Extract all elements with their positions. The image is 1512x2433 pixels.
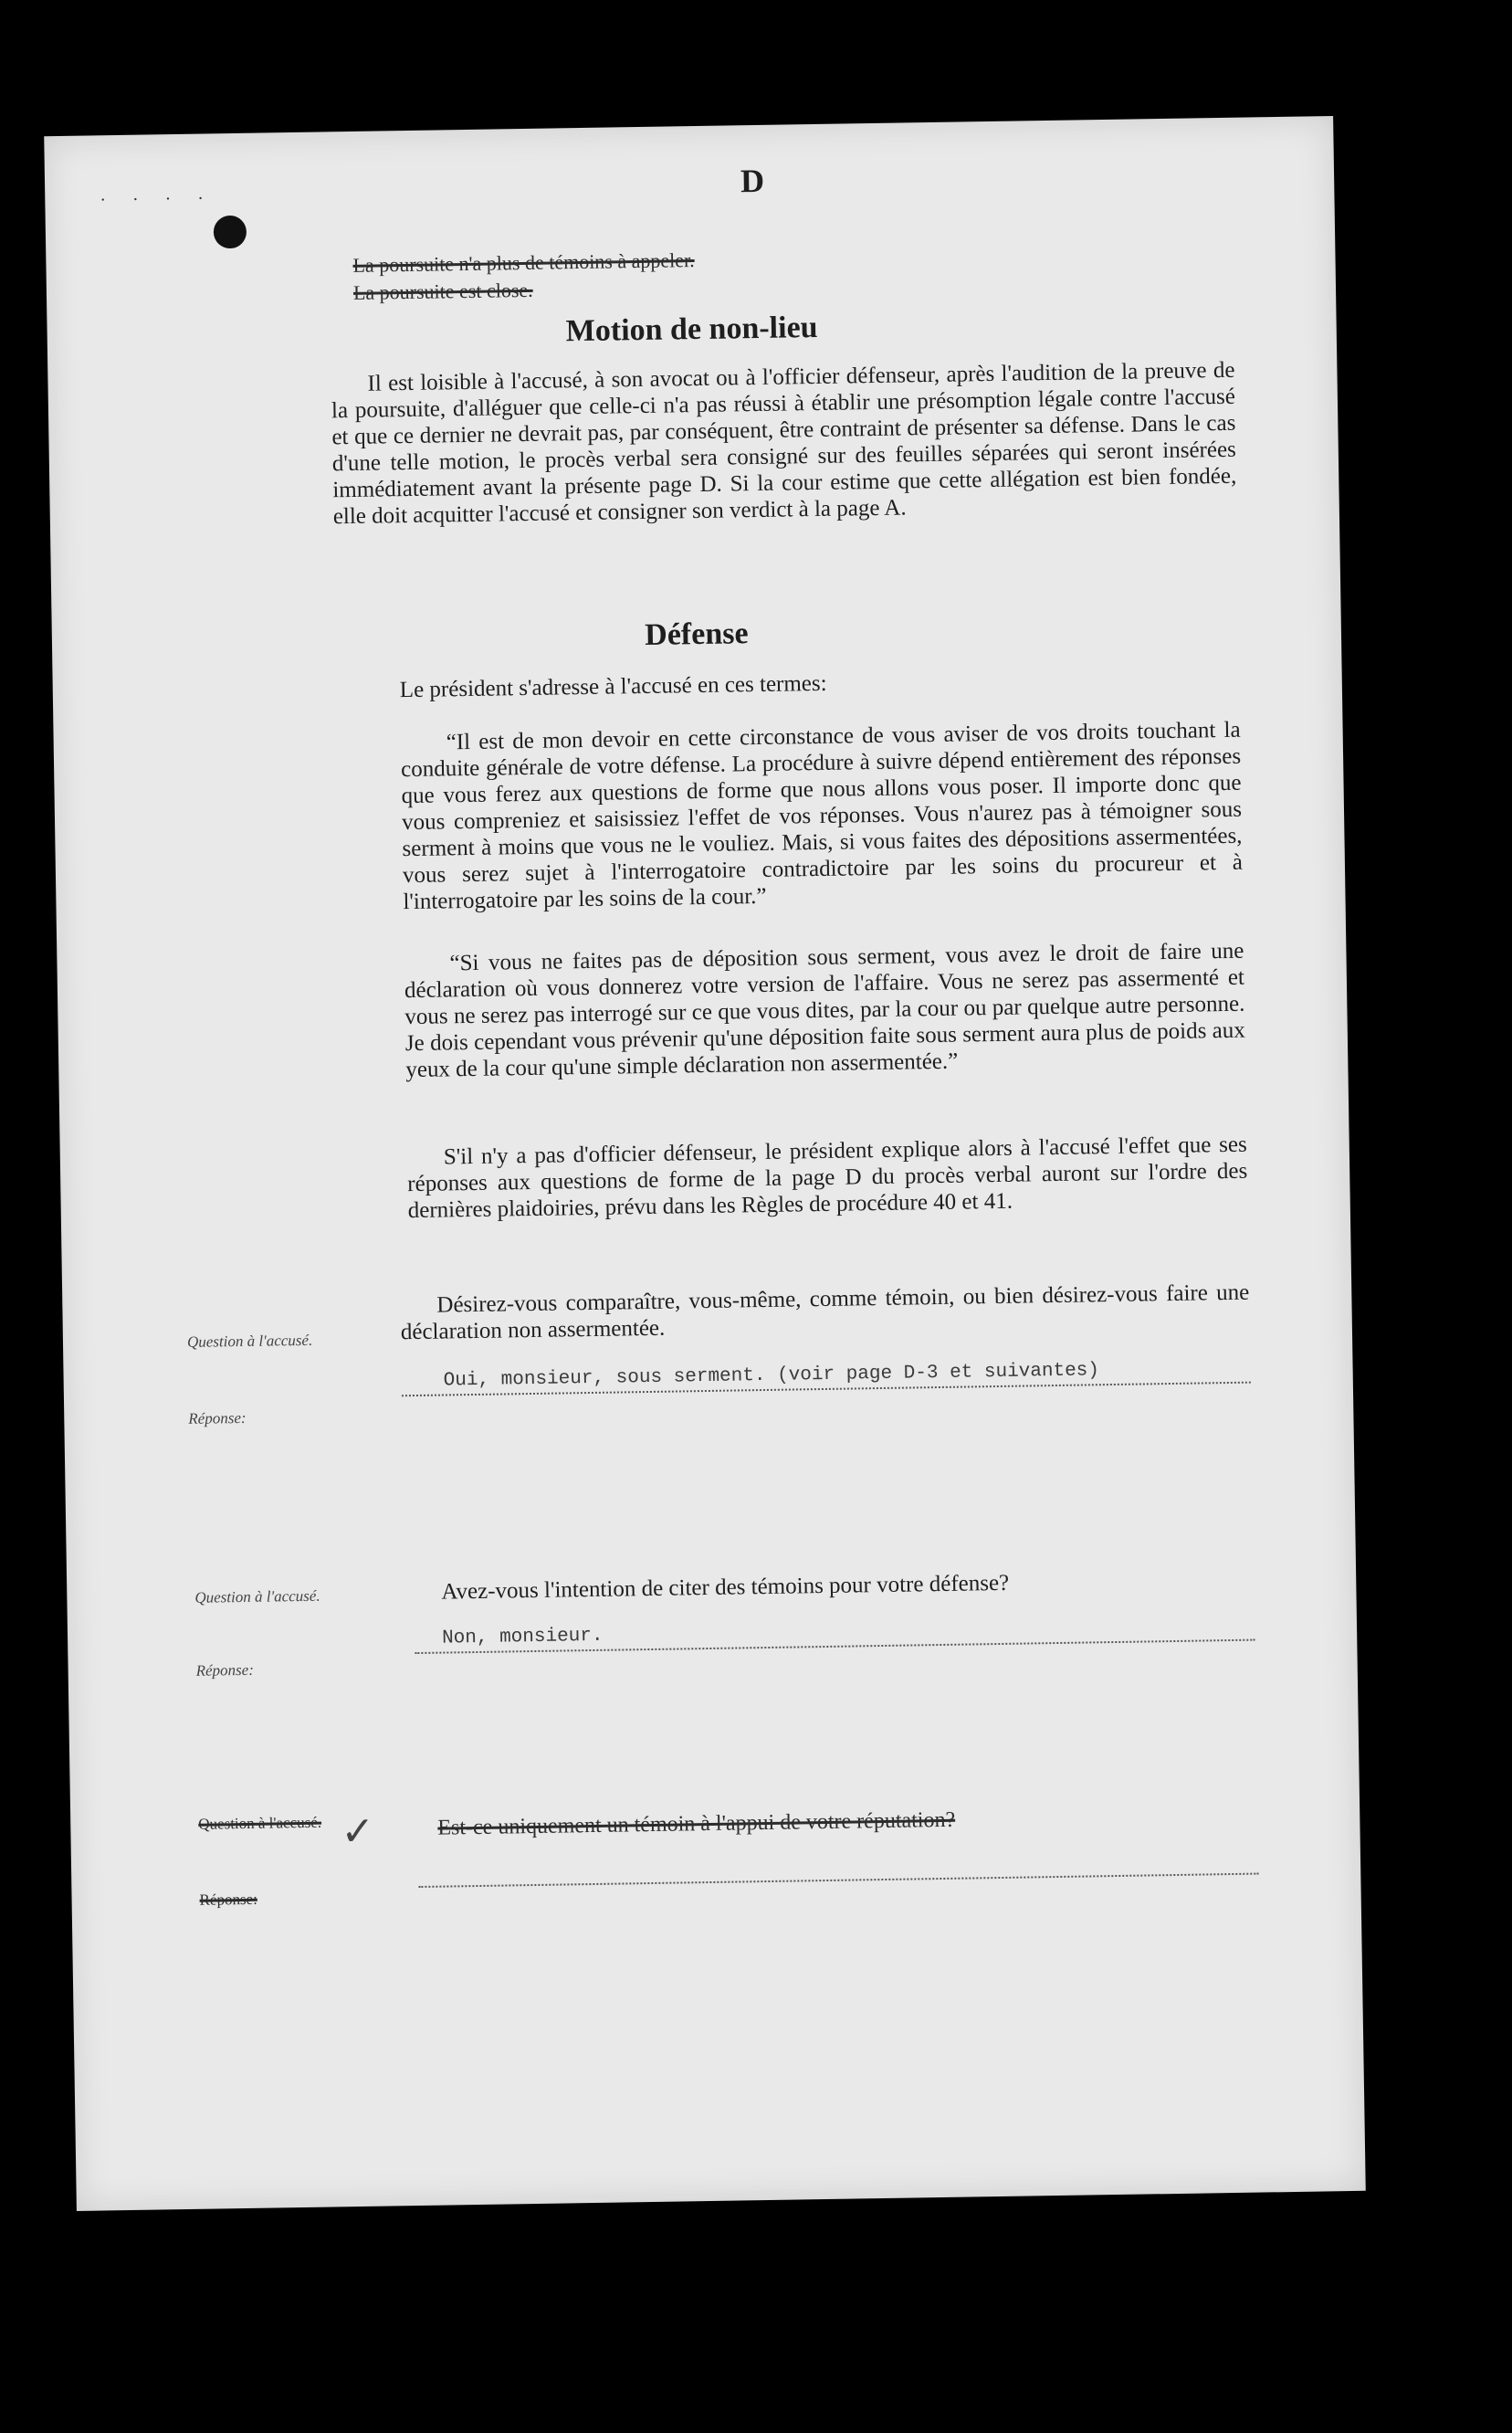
struck-line-1: La poursuite n'a plus de témoins à appeler. (352, 248, 695, 277)
answer-3-line (418, 1873, 1258, 1888)
defense-quote-1: “Il est de mon devoir en cette circonstance de vous aviser de vos droits touchant la conduite générale de votre défense. La procédure à suivre dépend entièrement des réponses que vous ferez aux questions de forme que nous allons vous poser. Il importe donc que vous compreniez et saisissiez l'effet de vos réponses. Vous n'aurez pas à témoigner sous serment à moins que vous ne le vouliez. Mais, si vous faites des dépositions assermentées, vous serez sujet à l'interrogatoire contradictoire par les soins du procureur et à l'interrogatoire par les soins de la cour.” (400, 717, 1244, 915)
question-3-label: Question à l'accusé. (198, 1813, 322, 1833)
question-2-text: Avez-vous l'intention de citer des témoins pour votre défense? (441, 1570, 1010, 1605)
question-1-text: Désirez-vous comparaître, vous-même, comme témoin, ou bien désirez-vous faire une déclaration non assermentée. (400, 1280, 1250, 1345)
reponse-3-label: Réponse: (199, 1890, 258, 1909)
document-page (44, 116, 1366, 2211)
defense-note: S'il n'y a pas d'officier défenseur, le président explique alors à l'accusé l'effet que ses réponses aux questions de forme de la page D du procès verbal auront sur l'ordre des dernières plaidoiries, prévu dans les Règles de procédure 40 et 41. (407, 1132, 1248, 1224)
speck-marks: · · · · (100, 188, 215, 211)
motion-paragraph: Il est loisible à l'accusé, à son avocat ou à l'officier défenseur, après l'audition de la preuve de la poursuite, d'alléguer que celle-ci n'a pas réussi à établir une présomption légale contre l'accusé et que ce dernier ne devrait pas, par conséquent, être contraint de présenter sa défense. Dans le cas d'une telle motion, le procès verbal sera consigné sur des feuilles séparées qui seront insérées immédiatement avant la présente page D. Si la cour estime que cette allégation est bien fondée, elle doit acquitter l'accusé et consigner son verdict à la page A. (331, 357, 1237, 530)
answer-2: Non, monsieur. (441, 1625, 604, 1649)
defense-title: Défense (644, 616, 749, 652)
question-1-label: Question à l'accusé. (186, 1331, 313, 1351)
motion-title: Motion de non-lieu (565, 310, 818, 349)
question-3-text: Est-ce uniquement un témoin à l'appui de votre réputation? (437, 1807, 956, 1840)
page-letter: D (740, 162, 765, 200)
reponse-1-label: Réponse: (188, 1408, 247, 1427)
answer-1: Oui, monsieur, sous serment. (voir page D-3 et suivantes) (443, 1360, 1100, 1392)
defense-quote-2: “Si vous ne faites pas de déposition sous serment, vous avez le droit de faire une déclaration où vous donnerez votre version de l'affaire. Vous ne serez pas assermenté et vous ne serez pas interrogé sur ce que vous dites, par la cour ou par quelque autre personne. Je dois cependant vous prévenir qu'une déposition faite sous serment aura plus de poids aux yeux de la cour qu'une simple déclaration non assermentée.” (404, 938, 1245, 1083)
question-2-label: Question à l'accusé. (194, 1586, 320, 1606)
handwritten-initial: ✓ (341, 1807, 375, 1856)
defense-intro: Le président s'adresse à l'accusé en ces termes: (399, 670, 827, 703)
punch-hole (214, 216, 247, 249)
reponse-2-label: Réponse: (195, 1660, 255, 1680)
struck-line-2: La poursuite est close. (352, 278, 533, 304)
